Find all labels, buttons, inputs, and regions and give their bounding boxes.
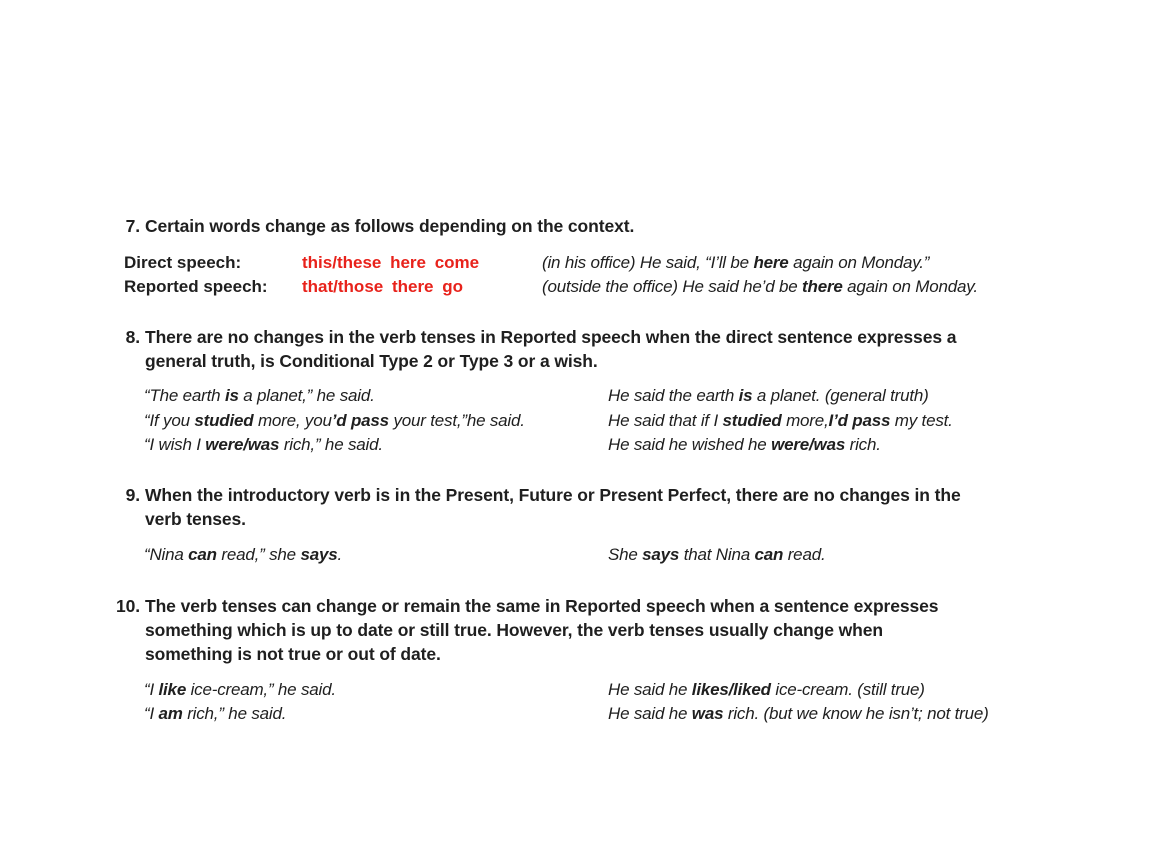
text-run: . <box>337 545 343 564</box>
text-run: “Nina <box>144 545 189 564</box>
text-run: read. <box>783 545 826 564</box>
text-run: a planet,” he said. <box>238 386 375 405</box>
text-run: your test,”he said. <box>388 411 525 430</box>
text-run: He said he <box>608 704 692 723</box>
direct-speech-label: Direct speech: <box>124 253 242 272</box>
example-reported <box>608 680 925 700</box>
reported-example <box>542 277 978 297</box>
direct-example <box>542 253 929 273</box>
rule-text-line1: There are no changes in the verb tenses in Reported speech when the direct sentence expresses a <box>145 327 957 347</box>
rule-number: 9. <box>125 485 140 505</box>
text-run: rich. (but we know he isn’t; not true) <box>723 704 989 723</box>
direct-words: this/these here come <box>302 253 480 272</box>
text-run: He said he wished he <box>608 435 772 454</box>
text-run: He said he <box>608 680 692 699</box>
emphasis-run: were/was <box>205 435 280 454</box>
text-run: “I <box>144 680 159 699</box>
example-direct <box>144 386 375 406</box>
text-run: ice-cream,” he said. <box>186 680 336 699</box>
example-direct <box>144 435 383 455</box>
rule-text-line2: verb tenses. <box>145 509 246 529</box>
rule-number: 8. <box>125 327 140 347</box>
text-run: “I wish I <box>144 435 206 454</box>
example-reported <box>608 386 929 406</box>
example-reported <box>608 411 953 431</box>
text-run: again on Monday. <box>842 277 978 296</box>
text-run: more, <box>781 411 829 430</box>
text-run: “I <box>144 704 159 723</box>
text-run: rich,” he said. <box>182 704 287 723</box>
example-direct <box>144 411 525 431</box>
rule-text-line1: When the introductory verb is in the Present, Future or Present Perfect, there are no changes in the <box>145 485 961 505</box>
example-reported <box>608 435 881 455</box>
emphasis-run: here <box>753 253 789 272</box>
emphasis-run: is <box>224 386 239 405</box>
emphasis-run: is <box>738 386 753 405</box>
text-run: a planet. (general truth) <box>752 386 929 405</box>
example-direct <box>144 680 336 700</box>
reported-speech-label: Reported speech: <box>124 277 268 296</box>
example-direct <box>144 545 342 565</box>
rule-number: 10. <box>115 596 140 616</box>
emphasis-run: says <box>642 545 680 564</box>
reported-words: that/those there go <box>302 277 464 296</box>
text-run: more, you <box>253 411 332 430</box>
emphasis-run: studied <box>722 411 782 430</box>
text-run: He said the earth <box>608 386 739 405</box>
emphasis-run: were/was <box>771 435 846 454</box>
emphasis-run: am <box>158 704 183 723</box>
example-reported <box>608 704 989 724</box>
emphasis-run: can <box>754 545 784 564</box>
text-run: “If you <box>144 411 195 430</box>
example-reported <box>608 545 825 565</box>
text-run: rich,” he said. <box>279 435 383 454</box>
emphasis-run: like <box>158 680 187 699</box>
example-direct <box>144 704 286 724</box>
text-run: read,” she <box>216 545 301 564</box>
text-run: ice-cream. (still true) <box>770 680 925 699</box>
emphasis-run: there <box>802 277 843 296</box>
rule-text-line2: general truth, is Conditional Type 2 or Type 3 or a wish. <box>145 351 598 371</box>
emphasis-run: likes/liked <box>691 680 771 699</box>
text-run: “The earth <box>144 386 225 405</box>
text-run: that Nina <box>679 545 755 564</box>
rule-number: 7. <box>125 216 140 236</box>
text-run: again on Monday.” <box>788 253 930 272</box>
emphasis-run: studied <box>194 411 254 430</box>
emphasis-run: I’d pass <box>828 411 891 430</box>
emphasis-run: says <box>300 545 338 564</box>
text-run: She <box>608 545 643 564</box>
text-run: rich. <box>845 435 881 454</box>
text-run: (in his office) He said, “I’ll be <box>542 253 754 272</box>
rule-text-line3: something is not true or out of date. <box>145 644 441 664</box>
rule-text-line1: The verb tenses can change or remain the same in Reported speech when a sentence expresses <box>145 596 939 616</box>
text-run: my test. <box>890 411 953 430</box>
emphasis-run: can <box>188 545 217 564</box>
rule-text: Certain words change as follows depending on the context. <box>145 216 635 236</box>
text-run: He said that if I <box>608 411 723 430</box>
emphasis-run: was <box>691 704 724 723</box>
emphasis-run: ’d pass <box>331 411 389 430</box>
rule-text-line2: something which is up to date or still true. However, the verb tenses usually change when <box>145 620 883 640</box>
text-run: (outside the office) He said he’d be <box>542 277 803 296</box>
